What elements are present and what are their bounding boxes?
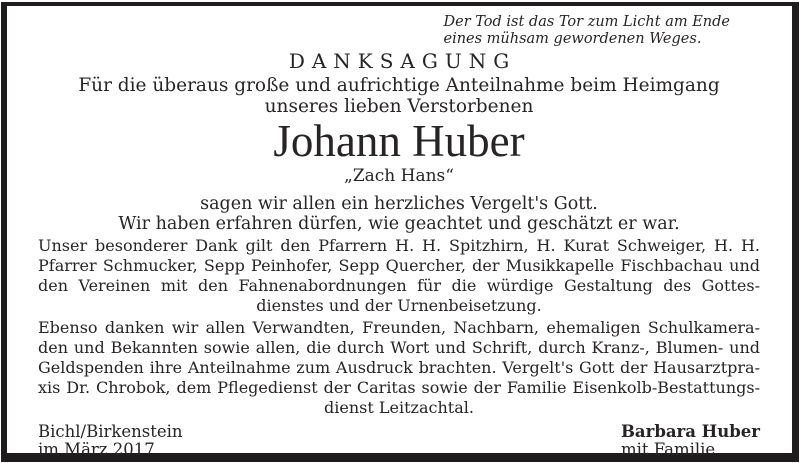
paragraph-line: Ebenso danken wir allen Verwandten, Freunden, Nachbarn, ehemaligen Schulkamera- [38,318,760,337]
intro-text [38,76,760,117]
paragraph-line: Geldspenden ihre Anteilnahme zum Ausdruck brachten. Vergelt's Gott der Hausarztpra- [38,358,760,377]
date-text: im März 2017 [38,440,155,459]
signature-block [621,423,760,459]
acknowledgment-text [38,194,760,234]
epigraph [443,14,730,48]
paragraph-line: xis Dr. Chrobok, dem Pflegedienst der Caritas sowie der Familie Eisenkolb-Bestattungs- [38,378,760,397]
thanks-paragraph-2 [38,318,760,418]
paragraph-line: dienst Leitzachtal. [324,398,474,417]
deceased-name: Johann Huber [273,116,525,166]
notice-frame-border [1,2,799,462]
thanks-paragraph-1 [38,236,760,316]
paragraph-line: Unser besonderer Dank gilt den Pfarrern H. H. Spitzhirn, H. Kurat Schweiger, H. H. [38,236,760,255]
notice-heading: DANKSAGUNG [288,49,517,73]
signature-suffix: mit Familie [620,440,716,459]
paragraph-line: Pfarrer Schmucker, Sepp Peinhofer, Sepp Quercher, der Musikkapelle Fischbachau und [38,256,760,275]
signature-name: Barbara Huber [620,422,760,441]
place-date-block [38,423,183,459]
epigraph-line-1: Der Tod ist das Tor zum Licht am Ende [443,14,730,30]
intro-line-1: Für die überaus große und aufrichtige Anteilnahme beim Heimgang [78,75,720,96]
epigraph-line-2: eines mühsam gewordenen Weges. [443,31,702,47]
intro-line-2: unseres lieben Verstorbenen [264,95,534,117]
notice-footer [38,423,760,459]
paragraph-line: dienstes und der Urnenbeisetzung. [256,296,542,315]
notice-content [14,12,784,459]
acknowledgment-line-2: Wir haben erfahren dürfen, wie geachtet und geschätzt er war. [118,214,680,234]
place-text: Bichl/Birkenstein [38,422,183,441]
acknowledgment-line-1: sagen wir allen ein herzliches Vergelt's Gott. [200,194,598,214]
paragraph-line: den und Bekannten sowie allen, die durch Wort und Schrift, durch Kranz-, Blumen- und [38,338,760,357]
deceased-nickname: „Zach Hans“ [344,166,454,186]
paragraph-line: den Vereinen mit den Fahnenabordnungen für die würdige Gestaltung des Gottes- [38,276,760,295]
